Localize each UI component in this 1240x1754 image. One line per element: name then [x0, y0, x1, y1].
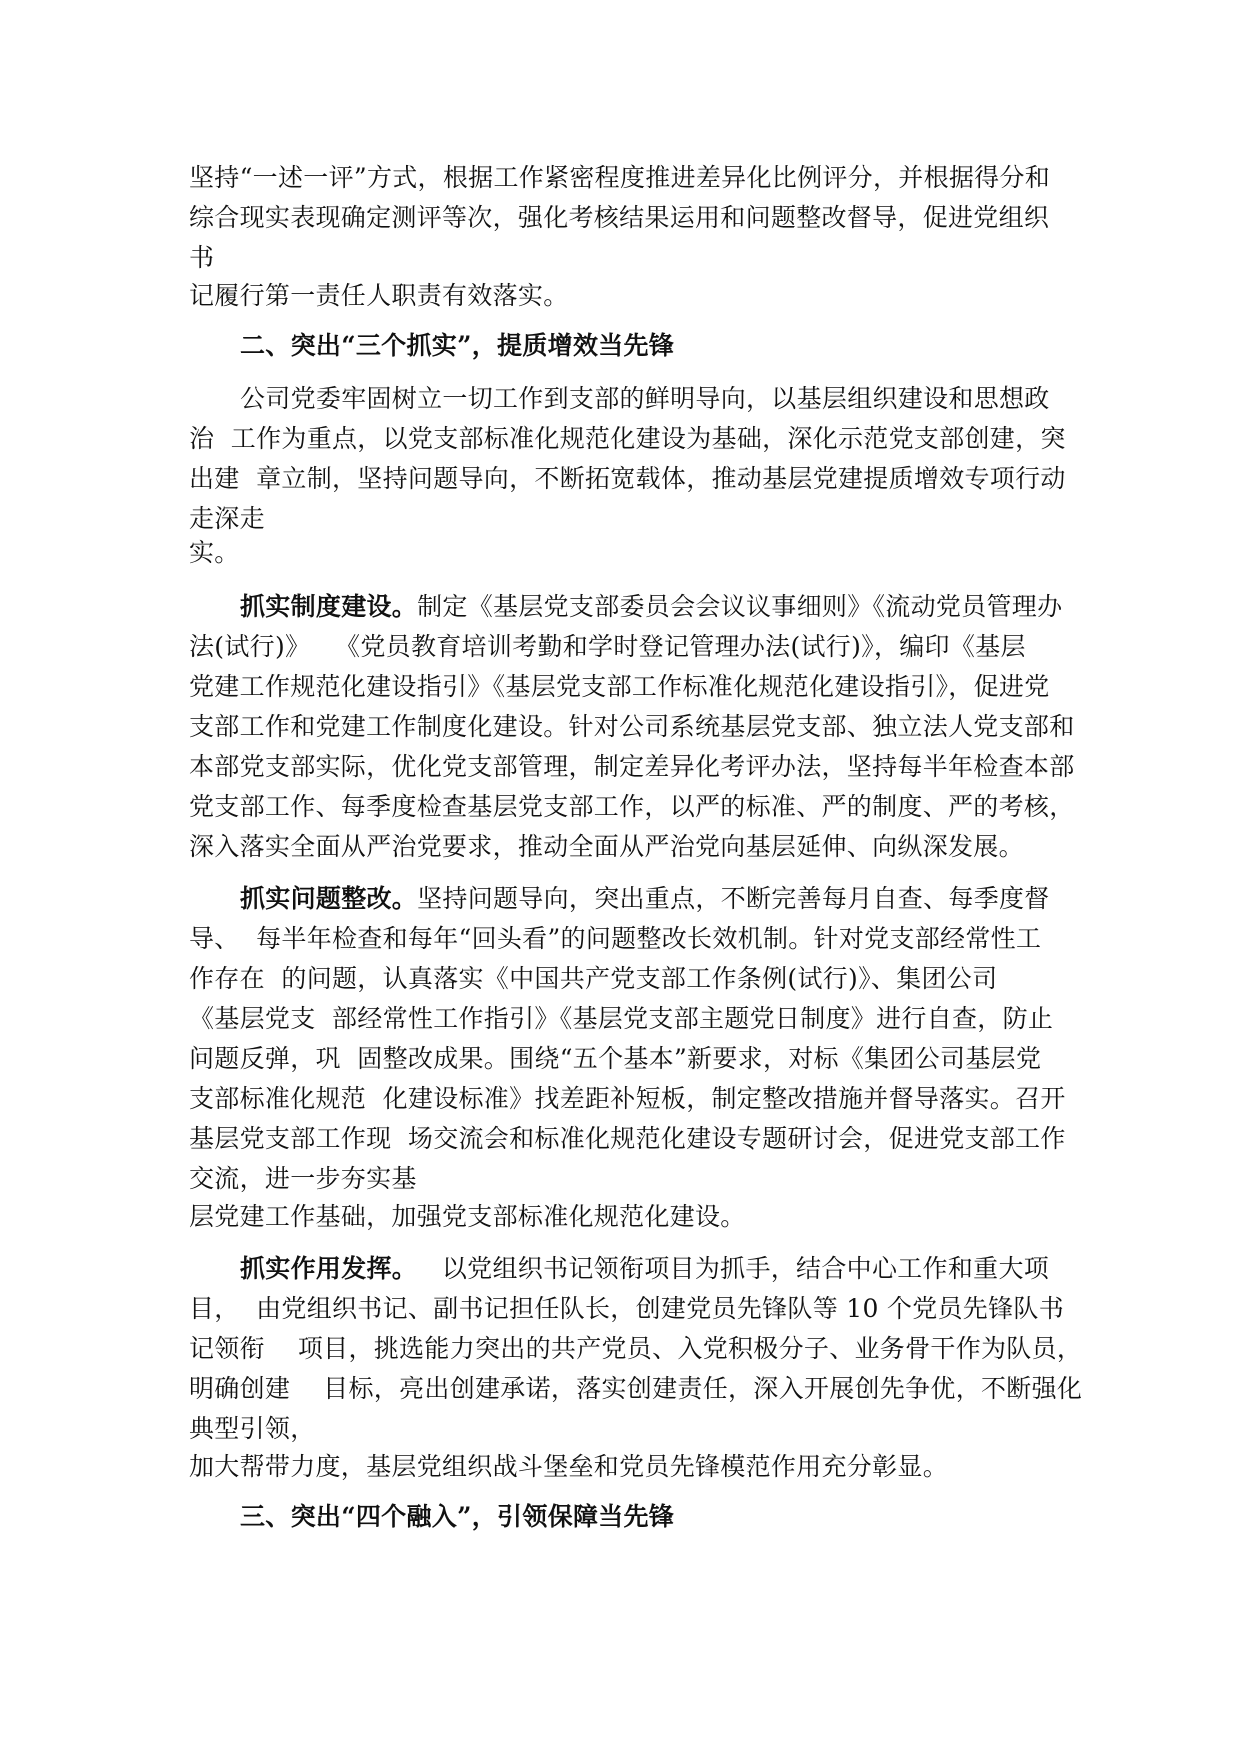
text-line	[189, 1414, 316, 1444]
line-text: 治 工作为重点，以党支部标准化规范化建设为基础，深化示范党支部创建，突	[189, 424, 1066, 453]
line-text: 走深走	[189, 504, 265, 533]
text-line	[189, 1202, 746, 1232]
line-text: 基层党支部工作现 场交流会和标准化规范化建设专题研讨会，促进党支部工作	[189, 1124, 1066, 1153]
line-text: 书	[189, 243, 215, 272]
line-text: 坚持问题导向，突出重点，不断完善每月自查、每季度督	[417, 884, 1050, 913]
line-text: 《基层党支 部经常性工作指引》《基层党支部主题党日制度》进行自查，防止	[189, 1004, 1054, 1033]
line-text: 目， 由党组织书记、副书记担任队长，创建党员先锋队等 10 个党员先锋队书	[189, 1294, 1065, 1323]
line-text: 公司党委牢固树立一切工作到支部的鲜明导向，以基层组织建设和思想政	[240, 384, 1050, 413]
text-line	[240, 592, 1062, 622]
paragraph-lead: 抓实作用发挥。	[240, 1254, 418, 1283]
text-line	[189, 538, 240, 568]
text-line	[189, 1374, 1082, 1404]
line-text: 支部工作和党建工作制度化建设。针对公司系统基层党支部、独立法人党支部和	[189, 712, 1075, 741]
line-text: 导、 每半年检查和每年“回头看”的问题整改长效机制。针对党支部经常性工	[189, 924, 1042, 953]
text-line	[189, 752, 1075, 782]
text-line	[189, 1004, 1053, 1034]
text-line	[189, 792, 1075, 822]
text-line	[189, 504, 265, 534]
line-text: 深入落实全面从严治党要求，推动全面从严治党向基层延伸、向纵深发展。	[189, 832, 1024, 861]
text-line	[240, 1254, 1049, 1284]
line-text: 二、突出“三个抓实”，提质增效当先锋	[240, 331, 675, 360]
text-line	[189, 924, 1041, 954]
text-line	[189, 424, 1066, 454]
line-text: 法(试行)》 《党员教育培训考勤和学时登记管理办法(试行)》，编印《基层	[189, 632, 1026, 661]
line-text: 层党建工作基础，加强党支部标准化规范化建设。	[189, 1202, 746, 1231]
line-text: 交流，进一步夯实基	[189, 1164, 417, 1193]
text-line	[189, 1334, 1082, 1364]
text-line	[189, 672, 1050, 702]
line-text: 加大帮带力度，基层党组织战斗堡垒和党员先锋模范作用充分彰显。	[189, 1452, 949, 1481]
text-line	[189, 243, 214, 273]
line-text: 记领衔 项目，挑选能力突出的共产党员、入党积极分子、业务骨干作为队员，	[189, 1334, 1083, 1363]
line-text: 三、突出“四个融入”，引领保障当先锋	[240, 1502, 675, 1531]
line-text: 综合现实表现确定测评等次，强化考核结果运用和问题整改督导，促进党组织	[189, 203, 1050, 232]
line-text: 明确创建 目标，亮出创建承诺，落实创建责任，深入开展创先争优，不断强化	[189, 1374, 1083, 1403]
text-line	[240, 884, 1050, 914]
text-line	[189, 1164, 417, 1194]
text-line	[189, 1452, 948, 1482]
text-line	[189, 163, 1050, 193]
line-text: 问题反弹，巩 固整改成果。围绕“五个基本”新要求，对标《集团公司基层党	[189, 1044, 1042, 1073]
paragraph-lead: 抓实制度建设。	[240, 592, 418, 621]
text-line	[189, 1294, 1064, 1324]
paragraph-lead: 抓实问题整改。	[240, 884, 418, 913]
section-heading	[240, 1502, 674, 1532]
text-line	[189, 1124, 1066, 1154]
text-line	[189, 1084, 1066, 1114]
text-line	[189, 203, 1049, 233]
line-text: 典型引领，	[189, 1414, 316, 1443]
line-text: 党支部工作、每季度检查基层党支部工作，以严的标准、严的制度、严的考核，	[189, 792, 1075, 821]
line-text: 党建工作规范化建设指引》《基层党支部工作标准化规范化建设指引》，促进党	[189, 672, 1050, 701]
text-line	[189, 712, 1075, 742]
text-line	[189, 964, 997, 994]
line-text: 支部标准化规范 化建设标准》找差距补短板，制定整改措施并督导落实。召开	[189, 1084, 1066, 1113]
text-line	[189, 281, 569, 311]
line-text: 坚持“一述一评”方式，根据工作紧密程度推进差异化比例评分，并根据得分和	[189, 163, 1051, 192]
text-line	[240, 384, 1050, 414]
section-heading	[240, 331, 674, 361]
line-text: 制定《基层党支部委员会会议议事细则》《流动党员管理办	[417, 592, 1063, 621]
text-line	[189, 832, 1024, 862]
line-text: 出建 章立制，坚持问题导向，不断拓宽载体，推动基层党建提质增效专项行动	[189, 464, 1066, 493]
text-line	[189, 1044, 1041, 1074]
line-text: 以党组织书记领衔项目为抓手，结合中心工作和重大项	[417, 1254, 1050, 1283]
line-text: 实。	[189, 538, 240, 567]
line-text: 本部党支部实际，优化党支部管理，制定差异化考评办法，坚持每半年检查本部	[189, 752, 1075, 781]
text-line	[189, 464, 1066, 494]
text-line	[189, 632, 1026, 662]
line-text: 记履行第一责任人职责有效落实。	[189, 281, 569, 310]
line-text: 作存在 的问题，认真落实《中国共产党支部工作条例(试行)》、集团公司	[189, 964, 998, 993]
